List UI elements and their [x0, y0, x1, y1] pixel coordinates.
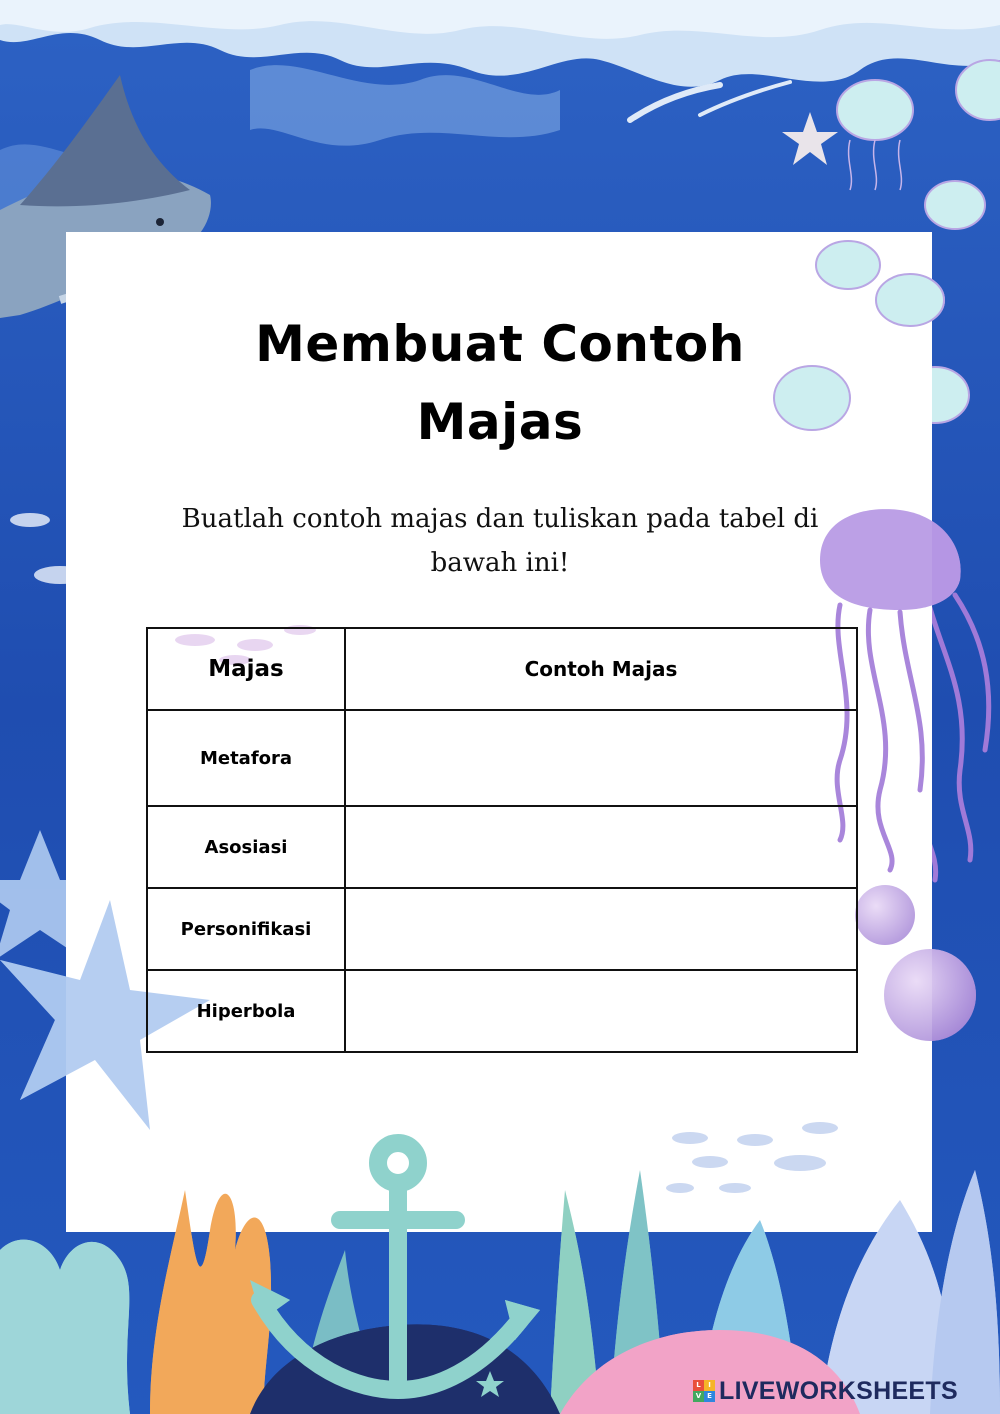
- instruction-text: [100, 497, 900, 585]
- table-row: [147, 970, 857, 1052]
- brand-text: LIVEWORKSHEETS: [719, 1376, 958, 1405]
- header-contoh-majas: Contoh Majas: [345, 628, 857, 710]
- answer-cell[interactable]: [345, 710, 857, 806]
- title-line-1: Membuat Contoh: [255, 315, 745, 373]
- majas-cell: Hiperbola: [147, 970, 345, 1052]
- instruction-line-2: bawah ini!: [430, 548, 570, 578]
- table-header-row: [147, 628, 857, 710]
- table-row: [147, 888, 857, 970]
- table-row: [147, 710, 857, 806]
- majas-cell: Personifikasi: [147, 888, 345, 970]
- header-majas: Majas: [147, 628, 345, 710]
- instruction-line-1: Buatlah contoh majas dan tuliskan pada tabel di: [181, 504, 819, 534]
- majas-cell: Metafora: [147, 710, 345, 806]
- answer-cell[interactable]: [345, 970, 857, 1052]
- liveworksheets-logo-icon: L I V E: [693, 1380, 715, 1402]
- majas-cell: Asosiasi: [147, 806, 345, 888]
- answer-cell[interactable]: [345, 888, 857, 970]
- liveworksheets-brand[interactable]: [693, 1376, 958, 1406]
- answer-cell[interactable]: [345, 806, 857, 888]
- worksheet-title: [100, 305, 900, 461]
- majas-table: [146, 627, 858, 1053]
- table-row: [147, 806, 857, 888]
- title-line-2: Majas: [416, 393, 584, 451]
